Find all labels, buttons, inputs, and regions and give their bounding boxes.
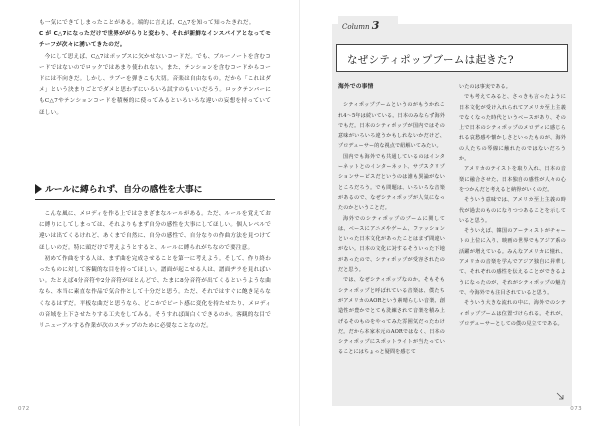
body-text-bottom <box>39 209 271 332</box>
paragraph: そういう大きな流れの中に、海外でのシティポップブームは位置づけられる。それが、プロデューサーとしての僕の見立てである。 <box>459 300 566 327</box>
column-title-box <box>336 44 568 72</box>
paragraph: でも考えてみると、さっきも言ったように日本文化が受け入れられてアメリカ至上主義でなくなった時代というベースがあり、その上で日本のシティポップのメロディに感じられる哀愁感や懐かしさといったものが、海外の人たちの琴線に触れたのではないだろうか。 <box>459 94 566 163</box>
section-heading <box>35 178 275 200</box>
emphasis-paragraph: C が C△7になっただけで世界ががらりと変わり、それが新鮮なインスパイアとなってモチーフが次々に湧いてきたのだ。 <box>39 31 271 49</box>
paragraph: も一気にできてしまったことがある。端的に言えば、C△7を知って知ったきれだ。 <box>39 20 255 26</box>
column-box <box>332 19 572 406</box>
column-tab <box>338 16 398 34</box>
body-text-top <box>39 18 271 119</box>
column-subheading: 海外での事情 <box>338 84 374 90</box>
column-label-text: Column <box>342 23 370 31</box>
paragraph: シティポップブームというのがもうかれこれ4〜5年は続いている。日本のみならず海外でもだ。日本のシティポップが国内ではその意味がいろいろ違うかもしれないかだけど、プロデューサー的な視点で紐解いてみたい。 <box>338 102 445 150</box>
triangle-bullet-icon <box>35 184 42 194</box>
paragraph: そういえば、韓国のアーティストがチャートの上位に入り、映画の世界でもアジア系の活躍が増えている。みんなアメリカに憧れ、アメリカの音楽を学んでアジア独自に昇華して、それぞれの感性を伝えることができるようになったのが、それがシティポップの魅力で、今海外でも注目されていると思う。 <box>459 228 566 296</box>
paragraph: 今にして思えば、C△7はポップスに欠かせないコードだ。でも、ブルーノートを含むコードではないのでロックではあまり使われない。また、テンションを含むコードからコードには不向きだ。しかし、ラブーを弾きこも大切。音楽は自由なもの。だから「これはダメ」という決まりごとでダメと思わずにいろいろ試すのもいいだろう。ロックテンバーにもC△7やテンションコードを積極的に使ってみるといろいろな違いの妄想を持っていてほしい。 <box>39 53 271 116</box>
paragraph: こんな風に、メロディを作る上ではさまざまなルールがある。ただ、ルールを覚えておに縛りにしてしまっては、それよりもまず自分の感性を大事にしてほしい。個人レベルで違いは出てくるけれど、あくまで自然に、自分の感性で、自分なりの作曲方法を見つけてほしいのだ。特に頭だけで考えようとすると、ルールに縛られがちなので要注意。 <box>39 211 271 251</box>
paragraph: いたのは事実である。 <box>459 84 511 90</box>
paragraph: そういう意味では、アメリカ至上主義の時代が過去のものになりつつあることを示していると思う。 <box>459 197 566 224</box>
paragraph: 国内でも海外でも共通しているのはインターネットとのインターネット、サブスクリプションサービスだというのは誰も異論がないところだろう。でも問題は、いろいろな音楽があるので、なぜシティポップが人気になったのかということだ。 <box>338 153 445 212</box>
paragraph: 海外でのシティポップのブームに関しては、ベースにアニメやゲーム、ファッションといった日本文化があったことはまず間違いがない。日本の文化に対するそういった下地があったので、シティポップが受容されたのだと思う。 <box>338 215 445 274</box>
page-number: 073 <box>570 406 582 412</box>
column-col-1 <box>338 82 445 358</box>
paragraph: では、なぜシティポップなのか。そもそもシティポップと呼ばれている音楽は、僕たちがアメリカのAORという素晴らしい音楽、創造性が豊かでとても洗練されて音楽を積み上げるそのものをやってみた雰囲気だったわけだ。だから本家本元のAORではなく、日本のシティポップにスポットライトが当たっていることにはちょっと疑問を感じて <box>338 277 445 356</box>
heading-underline <box>35 199 275 200</box>
paragraph: 初めて作曲をする人は、まず曲を完成させることを第一に考えよう。そして、作り終わったものに対して客観的な目を持ってほしい。譜面が起こせる人は、譜面ヂラを見ればいい。たとえば4分音符や2分音符がほとんどで、たまに8分音符が出てくるというような曲なら、本当に素直な作品で気合作として十分だと思う。ただ、それではすぐに飽き足らなくなるはずだ。平板な曲だと思うなら、どこかでビート感に変化を持たせたり、メロディの音域を上下させたりする工夫をしてみる。そうすれば面白くできるのか。客観的な目でリニューアルする作業が次のステップのために必要なことなのだ。 <box>39 255 271 330</box>
right-page <box>300 0 600 426</box>
column-col-2 <box>459 82 566 329</box>
column-title: なぜシティポップブームは起きた? <box>347 54 514 66</box>
arrow-down-right-icon <box>556 392 564 400</box>
page-number: 072 <box>18 406 30 412</box>
paragraph: アメリカのテイストを取り入れ、日本の音楽に融合させた、日本独自の感性が人々の心をつかんだと考えると納得がいくのだ。 <box>459 166 566 193</box>
column-number: 3 <box>371 19 380 32</box>
heading-text: ルールに縛られず、自分の感性を大事に <box>45 185 203 195</box>
column-label <box>342 19 379 32</box>
